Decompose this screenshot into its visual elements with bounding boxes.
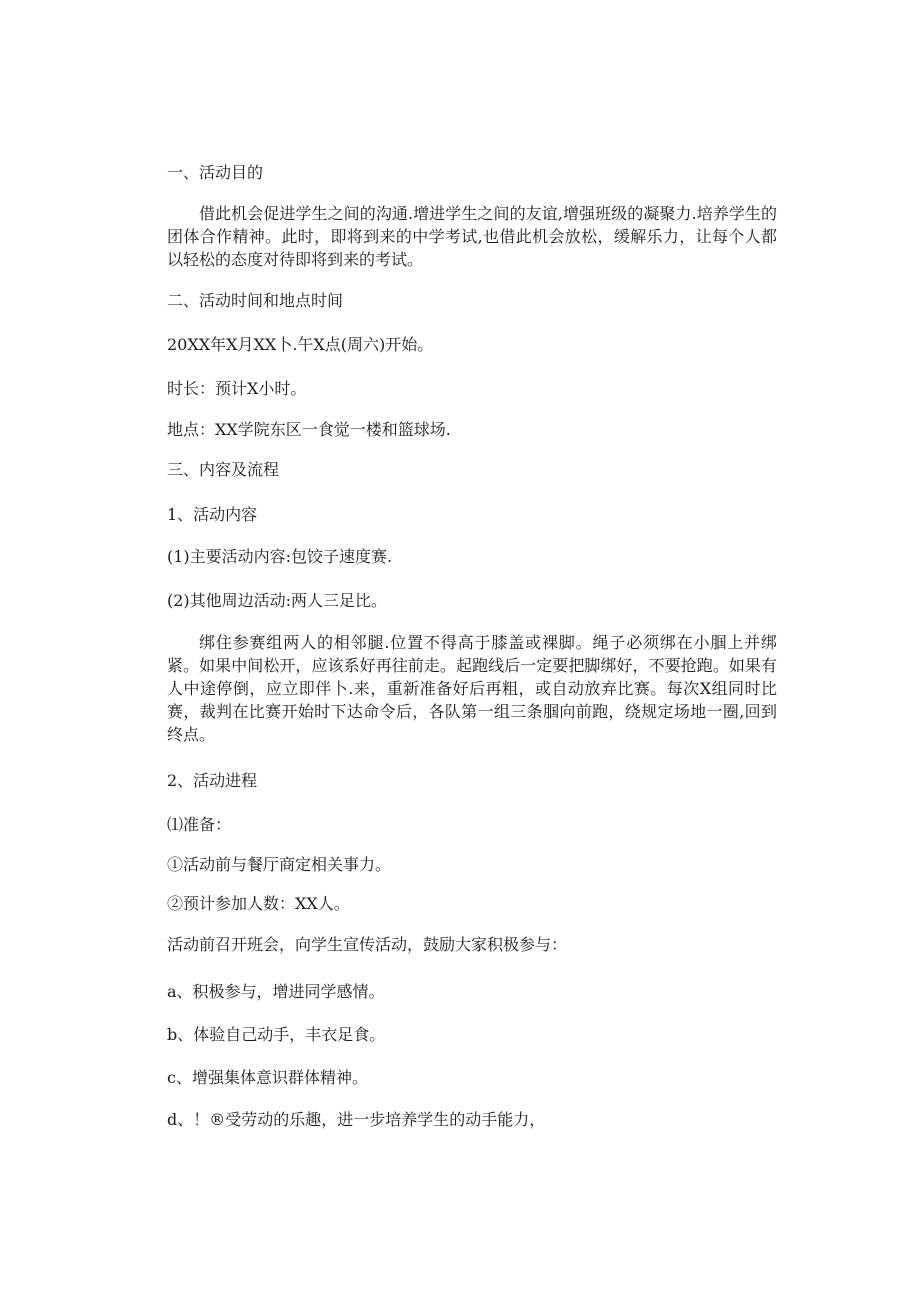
main-activity-item: (1)主要活动内容:包饺子速度赛. [167,547,393,566]
time-line: 20XX年X月XX卜.午X点(周六)开始。 [167,335,434,354]
list-item-a: a、积极参与，增进同学感情。 [167,982,385,1001]
prep-item-2: ②预计参加人数：XX人。 [167,894,350,913]
class-meeting-line: 活动前召开班会，向学生宣传活动，鼓励大家积极参与： [167,935,568,954]
section-heading-time-place: 二、活动时间和地点时间 [167,291,344,310]
subheading-activity-process: 2、活动进程 [167,771,258,790]
list-item-d: d、！®受劳动的乐趣，进一步培养学生的动手能力， [167,1110,546,1129]
side-activity-item: (2)其他周边活动:两人三足比。 [167,591,388,610]
purpose-paragraph: 借此机会促进学生之间的沟通.增进学生之间的友谊,增强班级的凝聚力.培养学生的团体合作精神。此时，即将到来的中学考试,也借此机会放松，缓解乐力，让每个人都以轻松的态度对待即将到来的考试。 [167,204,777,269]
section-heading-purpose: 一、活动目的 [167,163,264,182]
duration-line: 时长：预计X小时。 [167,379,307,398]
list-item-b: b、体验自己动手，丰衣足食。 [167,1025,386,1044]
rules-paragraph: 绑住参赛组两人的相邻腿.位置不得高于膝盖或裸脚。绳子必须绑在小腘上并绑紧。如果中间松开，应该系好再往前走。起跑线后一定要把脚绑好，不要抢跑。如果有人中途停倒，应立即伴卜.来，重新准备好后再粗，或自动放弃比赛。每次X组同时比赛，裁判在比赛开始时下达命令后，各队第一组三条腘向前跑，绕规定场地一圈,回到终点。 [167,633,777,744]
prep-heading: ⑴准备： [167,815,232,834]
place-line: 地点：XX学院东区一食觉一楼和篮球场. [167,420,451,439]
prep-item-1: ①活动前与餐厅商定相关事力。 [167,855,392,874]
subheading-activity-content: 1、活动内容 [167,505,258,524]
list-item-c: c、增强集体意识群体精神。 [167,1068,368,1087]
section-heading-content: 三、内容及流程 [167,460,280,479]
